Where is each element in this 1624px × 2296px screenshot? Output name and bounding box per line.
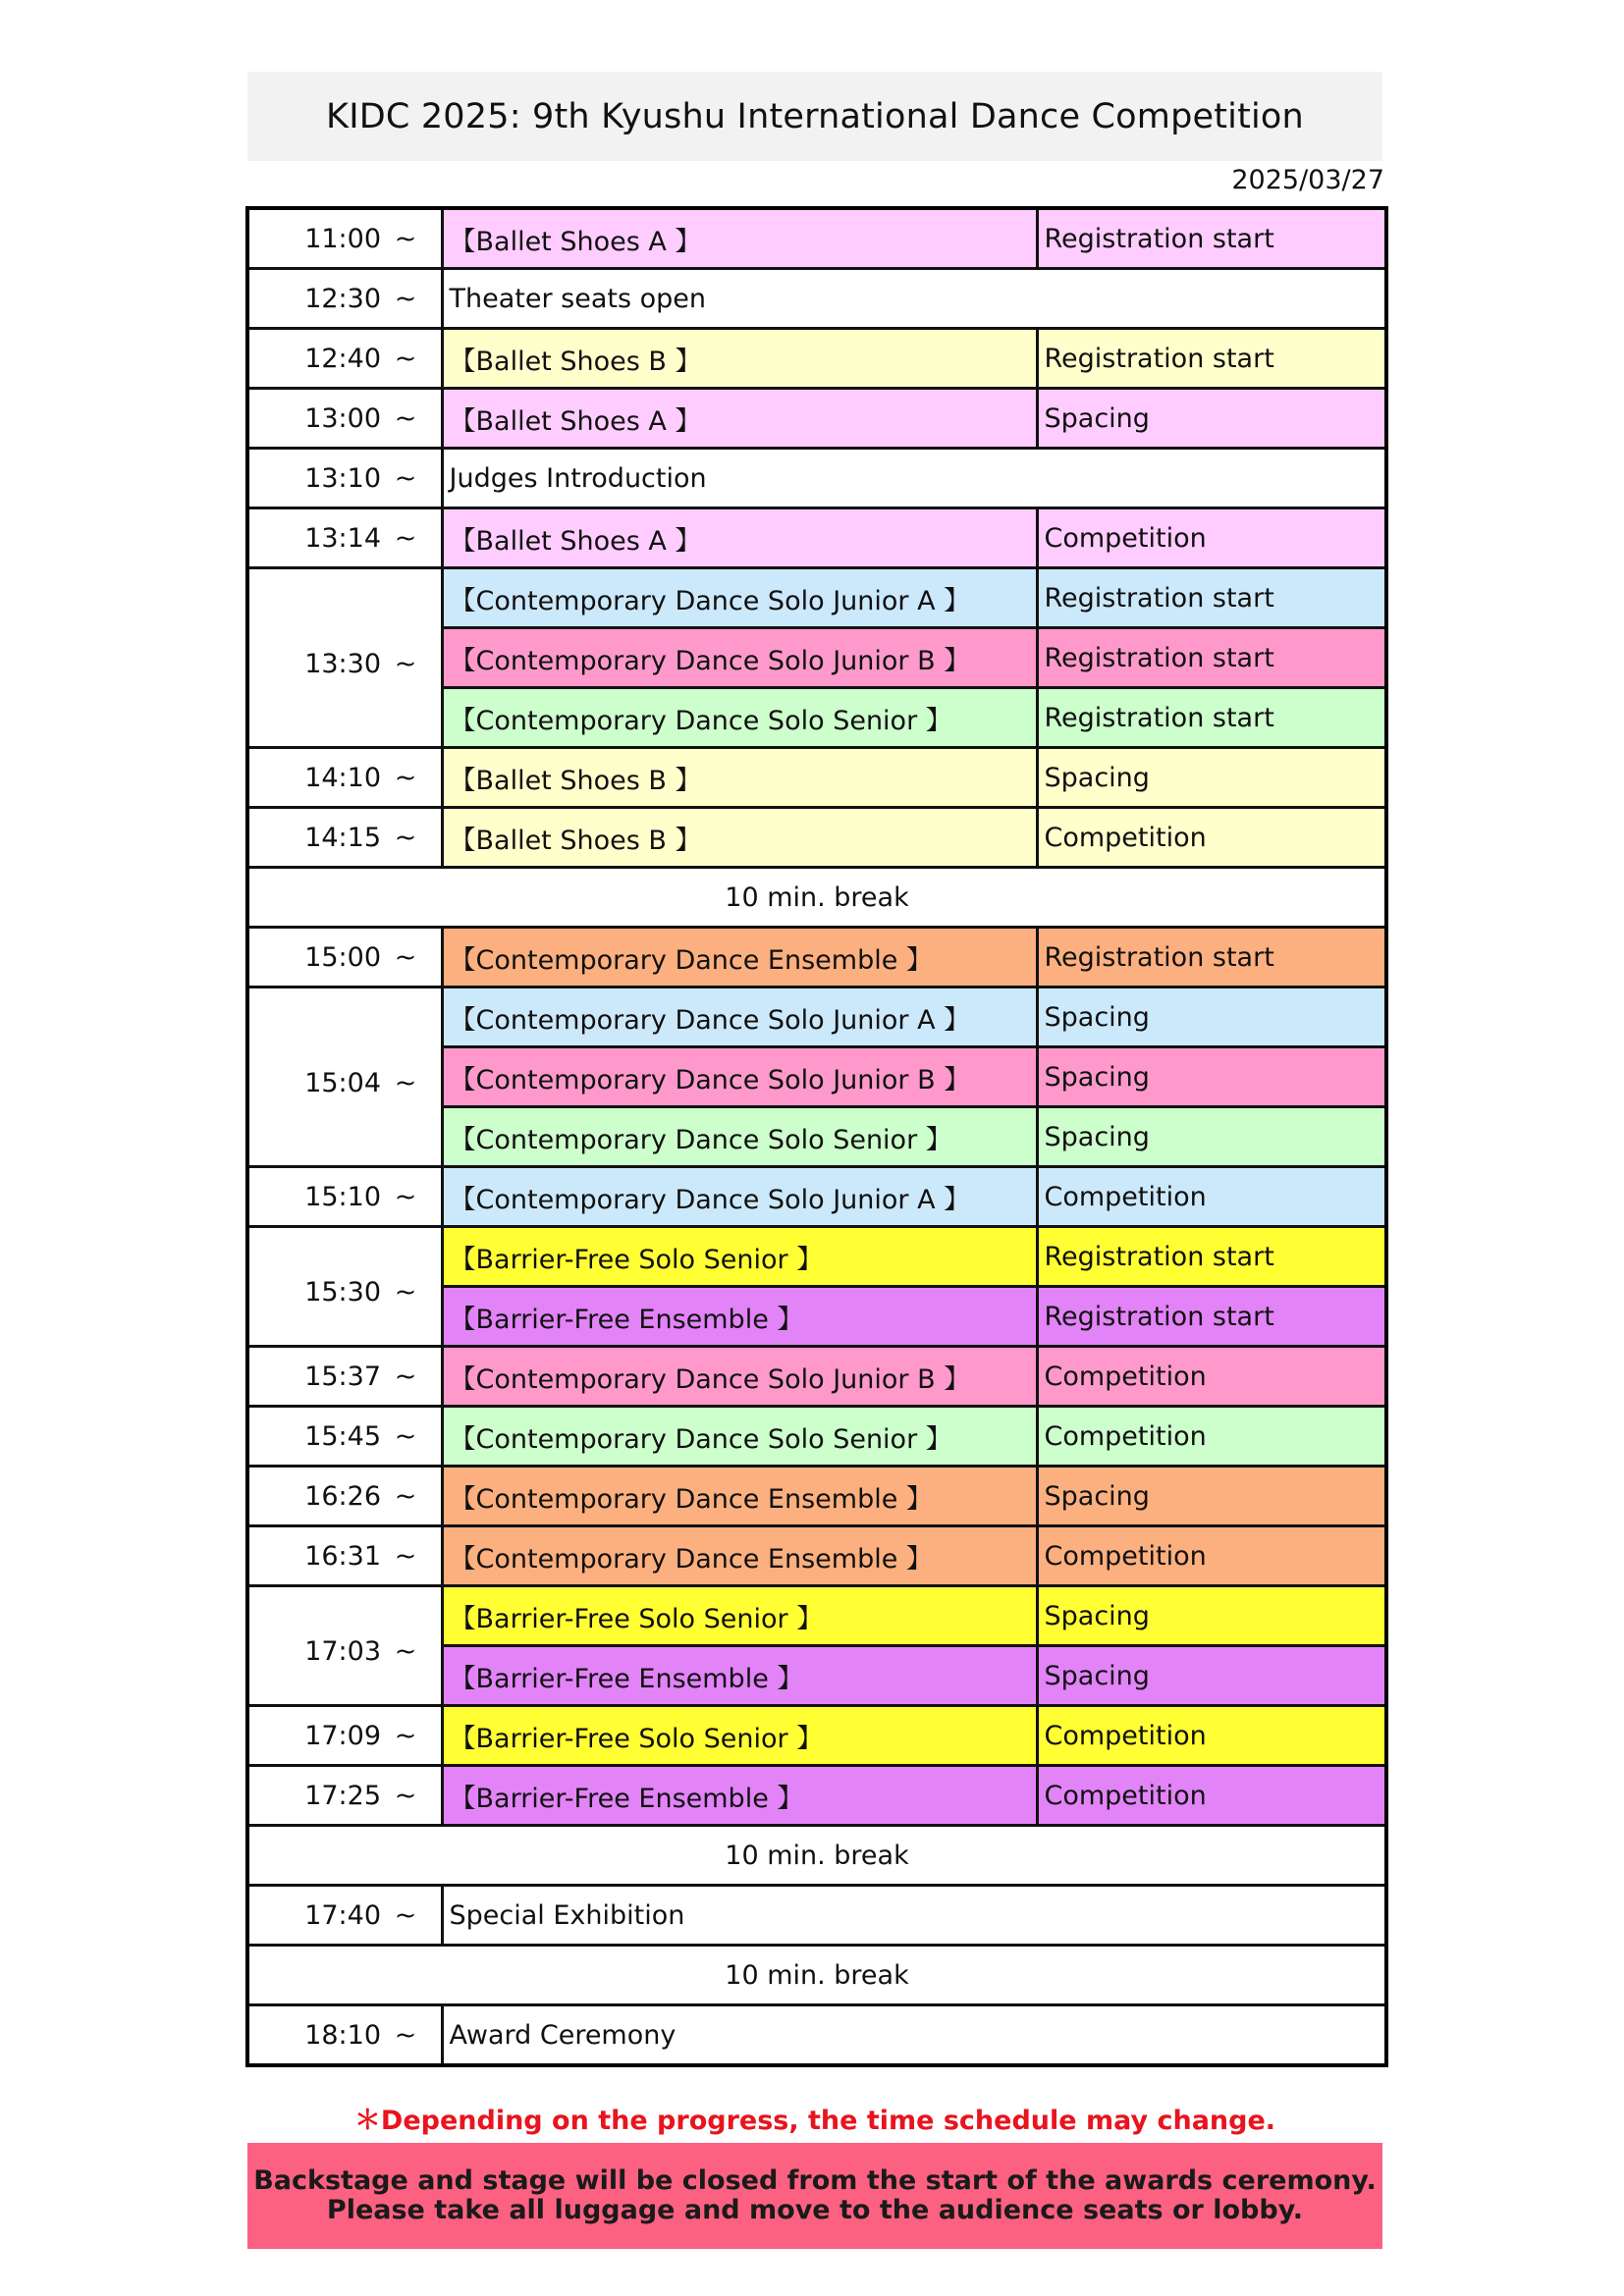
event-cell-contemporary-senior: 【Contemporary Dance Solo Senior 】 (442, 1107, 1037, 1167)
title-banner (247, 72, 1382, 161)
schedule-row (247, 1467, 1386, 1526)
schedule-row (247, 449, 1386, 508)
event-cell-barrier-free-ensemble: 【Barrier-Free Ensemble 】 (442, 1287, 1037, 1347)
status-cell: Registration start (1037, 208, 1386, 269)
general-event-cell: Theater seats open (442, 269, 1386, 329)
time-label: 11:00 (304, 223, 381, 254)
time-label: 13:10 (304, 462, 381, 494)
time-cell (247, 329, 442, 389)
time-label: 17:40 (304, 1899, 381, 1931)
status-cell: Spacing (1037, 988, 1386, 1047)
tilde-mark: ~ (394, 648, 417, 679)
time-label: 12:30 (304, 283, 381, 314)
event-cell-contemporary-junior-b: 【Contemporary Dance Solo Junior B 】 (442, 628, 1037, 688)
schedule-row (247, 508, 1386, 568)
break-row (247, 1946, 1386, 2005)
event-cell-contemporary-ensemble: 【Contemporary Dance Ensemble 】 (442, 928, 1037, 988)
schedule-row (247, 329, 1386, 389)
time-label: 13:00 (304, 402, 381, 434)
general-event-cell: Judges Introduction (442, 449, 1386, 508)
time-cell (247, 988, 442, 1167)
time-cell (247, 928, 442, 988)
event-cell-contemporary-junior-a: 【Contemporary Dance Solo Junior A 】 (442, 568, 1037, 628)
time-label: 13:30 (304, 648, 381, 679)
time-cell (247, 808, 442, 868)
status-cell: Registration start (1037, 688, 1386, 748)
status-cell: Registration start (1037, 1227, 1386, 1287)
schedule-row (247, 1526, 1386, 1586)
time-cell (247, 449, 442, 508)
warning-line-2: Please take all luggage and move to the audience seats or lobby. (326, 2195, 1304, 2225)
schedule-change-note: ＊Depending on the progress, the time schedule may change. (353, 2106, 1276, 2136)
tilde-mark: ~ (394, 1480, 417, 1512)
status-cell: Spacing (1037, 389, 1386, 449)
schedule-row (247, 1407, 1386, 1467)
schedule-row (247, 389, 1386, 449)
tilde-mark: ~ (394, 1067, 417, 1098)
time-cell (247, 1227, 442, 1347)
time-cell (247, 208, 442, 269)
time-cell (247, 1766, 442, 1826)
time-label: 15:30 (304, 1277, 381, 1308)
event-cell-ballet-a: 【Ballet Shoes A 】 (442, 208, 1037, 269)
time-label: 13:14 (304, 522, 381, 554)
status-cell: Spacing (1037, 1107, 1386, 1167)
event-cell-contemporary-junior-b: 【Contemporary Dance Solo Junior B 】 (442, 1347, 1037, 1407)
break-cell: 10 min. break (247, 868, 1386, 928)
time-cell (247, 1886, 442, 1946)
time-cell (247, 508, 442, 568)
time-cell (247, 1407, 442, 1467)
event-cell-contemporary-senior: 【Contemporary Dance Solo Senior 】 (442, 688, 1037, 748)
status-cell: Competition (1037, 1347, 1386, 1407)
event-cell-ballet-a: 【Ballet Shoes A 】 (442, 508, 1037, 568)
tilde-mark: ~ (394, 223, 417, 254)
tilde-mark: ~ (394, 462, 417, 494)
tilde-mark: ~ (394, 1636, 417, 1667)
tilde-mark: ~ (394, 1720, 417, 1751)
schedule-row (247, 1886, 1386, 1946)
tilde-mark: ~ (394, 1420, 417, 1452)
time-label: 15:00 (304, 941, 381, 973)
time-cell (247, 1467, 442, 1526)
break-cell: 10 min. break (247, 1946, 1386, 2005)
time-label: 15:37 (304, 1361, 381, 1392)
status-cell: Competition (1037, 1167, 1386, 1227)
time-cell (247, 1586, 442, 1706)
time-label: 18:10 (304, 2019, 381, 2051)
time-cell (247, 1526, 442, 1586)
time-cell (247, 2005, 442, 2066)
schedule-row (247, 1347, 1386, 1407)
event-cell-barrier-free-ensemble: 【Barrier-Free Ensemble 】 (442, 1646, 1037, 1706)
event-cell-contemporary-junior-a: 【Contemporary Dance Solo Junior A 】 (442, 988, 1037, 1047)
tilde-mark: ~ (394, 1780, 417, 1811)
backstage-warning-banner (247, 2143, 1382, 2249)
event-cell-contemporary-junior-b: 【Contemporary Dance Solo Junior B 】 (442, 1047, 1037, 1107)
event-cell-barrier-free-ensemble: 【Barrier-Free Ensemble 】 (442, 1766, 1037, 1826)
event-cell-ballet-b: 【Ballet Shoes B 】 (442, 329, 1037, 389)
tilde-mark: ~ (394, 1540, 417, 1572)
status-cell: Competition (1037, 1766, 1386, 1826)
warning-line-1: Backstage and stage will be closed from the start of the awards ceremony. (253, 2165, 1377, 2196)
tilde-mark: ~ (394, 822, 417, 853)
time-cell (247, 1706, 442, 1766)
time-label: 14:10 (304, 762, 381, 793)
status-cell: Registration start (1037, 1287, 1386, 1347)
schedule-row (247, 988, 1386, 1047)
break-row (247, 1826, 1386, 1886)
event-cell-barrier-free-solo-senior: 【Barrier-Free Solo Senior 】 (442, 1227, 1037, 1287)
status-cell: Registration start (1037, 628, 1386, 688)
status-cell: Spacing (1037, 1467, 1386, 1526)
time-cell (247, 568, 442, 748)
status-cell: Competition (1037, 808, 1386, 868)
schedule-row (247, 928, 1386, 988)
schedule-date: 2025/03/27 (1231, 165, 1384, 195)
status-cell: Spacing (1037, 1646, 1386, 1706)
time-cell (247, 1347, 442, 1407)
time-label: 17:09 (304, 1720, 381, 1751)
status-cell: Spacing (1037, 1047, 1386, 1107)
event-cell-ballet-a: 【Ballet Shoes A 】 (442, 389, 1037, 449)
page-title: KIDC 2025: 9th Kyushu International Dance Competition (326, 96, 1304, 136)
status-cell: Spacing (1037, 1586, 1386, 1646)
status-cell: Competition (1037, 1706, 1386, 1766)
time-label: 15:10 (304, 1181, 381, 1212)
event-cell-contemporary-ensemble: 【Contemporary Dance Ensemble 】 (442, 1526, 1037, 1586)
event-cell-contemporary-junior-a: 【Contemporary Dance Solo Junior A 】 (442, 1167, 1037, 1227)
schedule-row (247, 2005, 1386, 2066)
schedule-row (247, 269, 1386, 329)
status-cell: Competition (1037, 1526, 1386, 1586)
status-cell: Competition (1037, 508, 1386, 568)
time-label: 17:25 (304, 1780, 381, 1811)
event-cell-barrier-free-solo-senior: 【Barrier-Free Solo Senior 】 (442, 1586, 1037, 1646)
time-label: 17:03 (304, 1636, 381, 1667)
status-cell: Spacing (1037, 748, 1386, 808)
tilde-mark: ~ (394, 283, 417, 314)
tilde-mark: ~ (394, 522, 417, 554)
schedule-row (247, 1586, 1386, 1646)
time-label: 15:45 (304, 1420, 381, 1452)
general-event-cell: Award Ceremony (442, 2005, 1386, 2066)
status-cell: Registration start (1037, 568, 1386, 628)
time-cell (247, 748, 442, 808)
schedule-row (247, 808, 1386, 868)
schedule-row (247, 748, 1386, 808)
time-label: 15:04 (304, 1067, 381, 1098)
schedule-row (247, 1167, 1386, 1227)
status-cell: Competition (1037, 1407, 1386, 1467)
tilde-mark: ~ (394, 1899, 417, 1931)
event-cell-contemporary-ensemble: 【Contemporary Dance Ensemble 】 (442, 1467, 1037, 1526)
status-cell: Registration start (1037, 928, 1386, 988)
tilde-mark: ~ (394, 941, 417, 973)
time-label: 16:26 (304, 1480, 381, 1512)
tilde-mark: ~ (394, 1181, 417, 1212)
general-event-cell: Special Exhibition (442, 1886, 1386, 1946)
schedule-table (245, 206, 1388, 2067)
event-cell-ballet-b: 【Ballet Shoes B 】 (442, 808, 1037, 868)
time-cell (247, 1167, 442, 1227)
schedule-row (247, 208, 1386, 269)
tilde-mark: ~ (394, 762, 417, 793)
event-cell-contemporary-senior: 【Contemporary Dance Solo Senior 】 (442, 1407, 1037, 1467)
tilde-mark: ~ (394, 1361, 417, 1392)
event-cell-ballet-b: 【Ballet Shoes B 】 (442, 748, 1037, 808)
schedule-row (247, 1766, 1386, 1826)
event-cell-barrier-free-solo-senior: 【Barrier-Free Solo Senior 】 (442, 1706, 1037, 1766)
time-cell (247, 389, 442, 449)
tilde-mark: ~ (394, 1277, 417, 1308)
status-cell: Registration start (1037, 329, 1386, 389)
schedule-row (247, 1227, 1386, 1287)
time-label: 14:15 (304, 822, 381, 853)
time-cell (247, 269, 442, 329)
time-label: 16:31 (304, 1540, 381, 1572)
schedule-row (247, 568, 1386, 628)
tilde-mark: ~ (394, 402, 417, 434)
time-label: 12:40 (304, 343, 381, 374)
break-cell: 10 min. break (247, 1826, 1386, 1886)
tilde-mark: ~ (394, 343, 417, 374)
schedule-row (247, 1706, 1386, 1766)
tilde-mark: ~ (394, 2019, 417, 2051)
break-row (247, 868, 1386, 928)
